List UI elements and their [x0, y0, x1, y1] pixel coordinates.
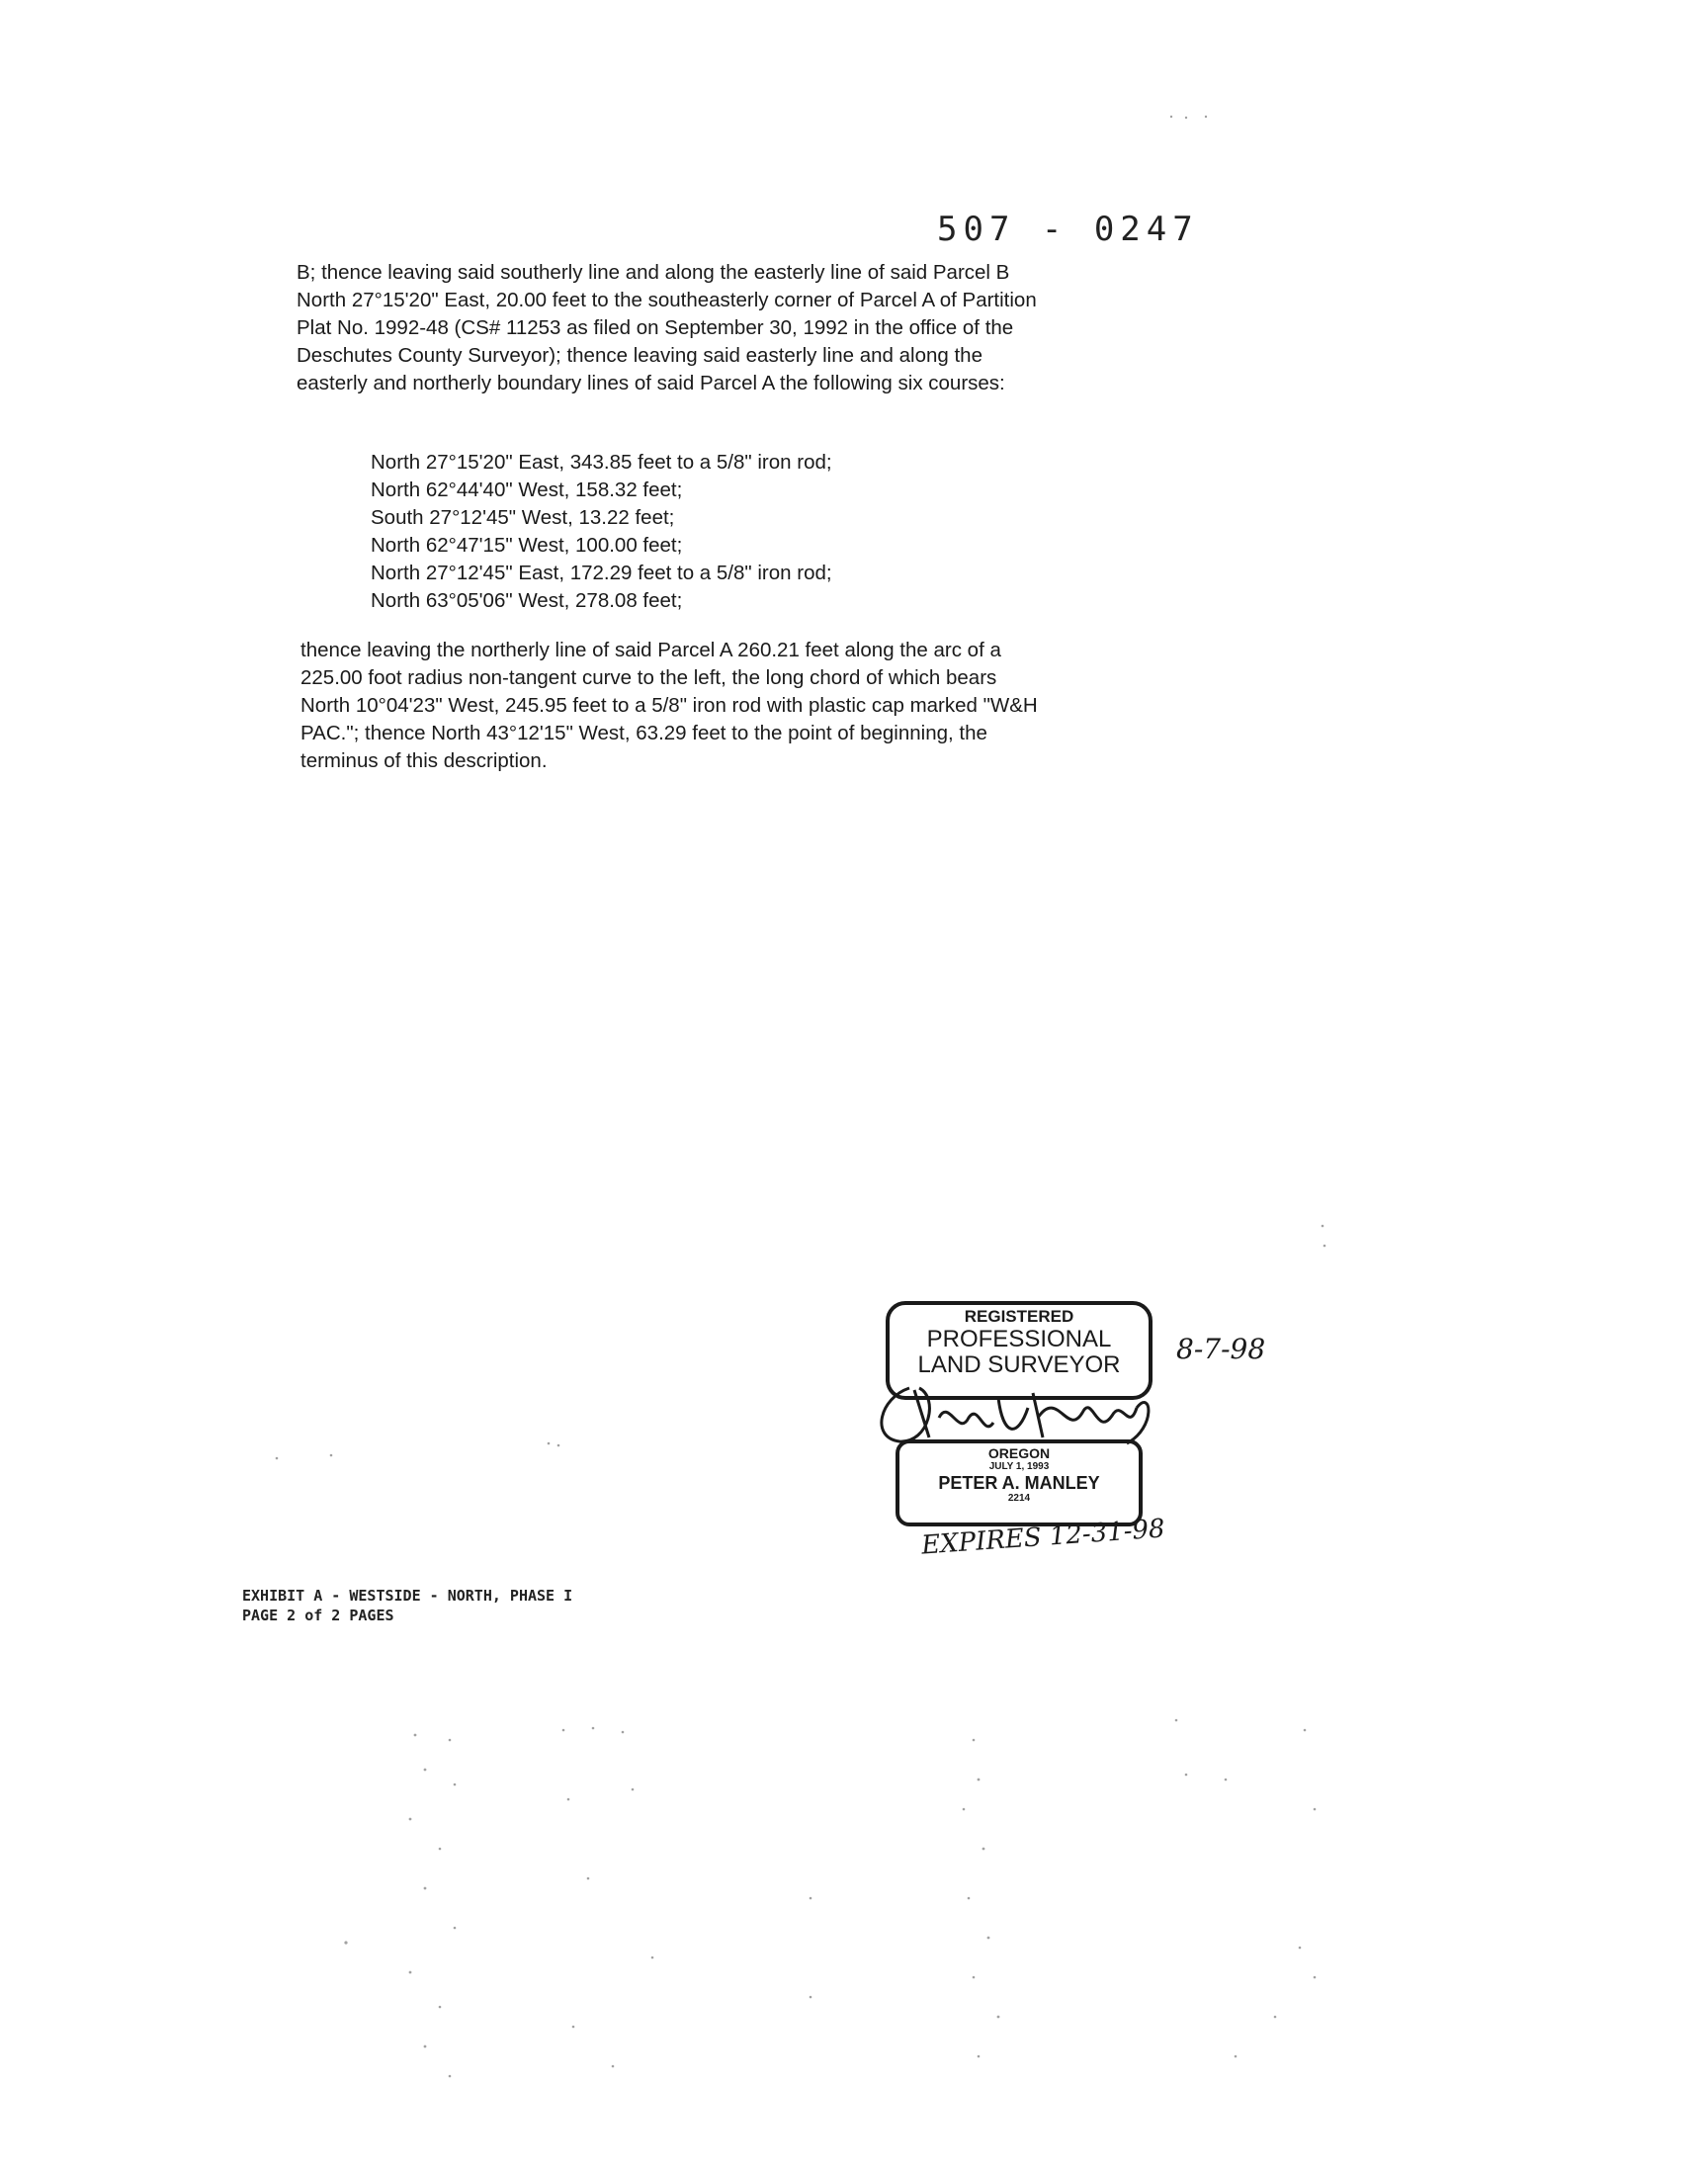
footer-exhibit: EXHIBIT A - WESTSIDE - NORTH, PHASE I: [242, 1587, 573, 1605]
stamp-professional: PROFESSIONAL: [926, 1326, 1112, 1352]
course-item: North 63°05'06" West, 278.08 feet;: [371, 589, 683, 612]
stamp-land-surveyor: LAND SURVEYOR: [917, 1351, 1121, 1378]
footer: [242, 1586, 572, 1625]
footer-page-count: PAGE 2 of 2 PAGES: [242, 1607, 394, 1624]
description-paragraph-2: thence leaving the northerly line of said Parcel A 260.21 feet along the arc of a 225.00 foot radius non-tangent curve to the left, the long chord of which bears North 10°04'23" West, 245.95 feet to a 5/8" iron rod with plastic cap marked "W&H PAC."; thence North 43°12'15" West, 63.29 feet to the point of beginning, the terminus of this description.: [300, 639, 1038, 772]
surveyor-stamp: [870, 1293, 1166, 1540]
stamp-number: 2214: [1007, 1493, 1031, 1504]
course-item: North 62°44'40" West, 158.32 feet;: [371, 478, 683, 501]
description-paragraph-1: B; thence leaving said southerly line and along the easterly line of said Parcel B North 27°15'20" East, 20.00 feet to the southeasterly corner of Parcel A of Partition Plat No. 1992-48 (CS# 11253 as filed on September 30, 1992 in the office of the Deschutes County Surveyor); thence leaving said easterly line and along the easterly and northerly boundary lines of said Parcel A the following six courses:: [297, 261, 1037, 394]
course-item: North 27°12'45" East, 172.29 feet to a 5/8" iron rod;: [371, 562, 832, 584]
stamp-state: OREGON: [987, 1445, 1051, 1461]
stamp-registered: REGISTERED: [964, 1307, 1074, 1326]
stamp-bottom-box: [896, 1439, 1143, 1526]
stamp-date: JULY 1, 1993: [988, 1461, 1050, 1472]
stamp-name: PETER A. MANLEY: [938, 1473, 1100, 1493]
page-number: 507 - 0247: [937, 210, 1199, 249]
course-item: North 62°47'15" West, 100.00 feet;: [371, 534, 683, 557]
course-item: North 27°15'20" East, 343.85 feet to a 5/8" iron rod;: [371, 451, 832, 474]
signature-date: 8-7-98: [1176, 1333, 1266, 1365]
course-item: South 27°12'45" West, 13.22 feet;: [371, 506, 675, 529]
courses-list: [371, 449, 832, 615]
expiration-date: EXPIRES 12-31-98: [920, 1514, 1166, 1561]
